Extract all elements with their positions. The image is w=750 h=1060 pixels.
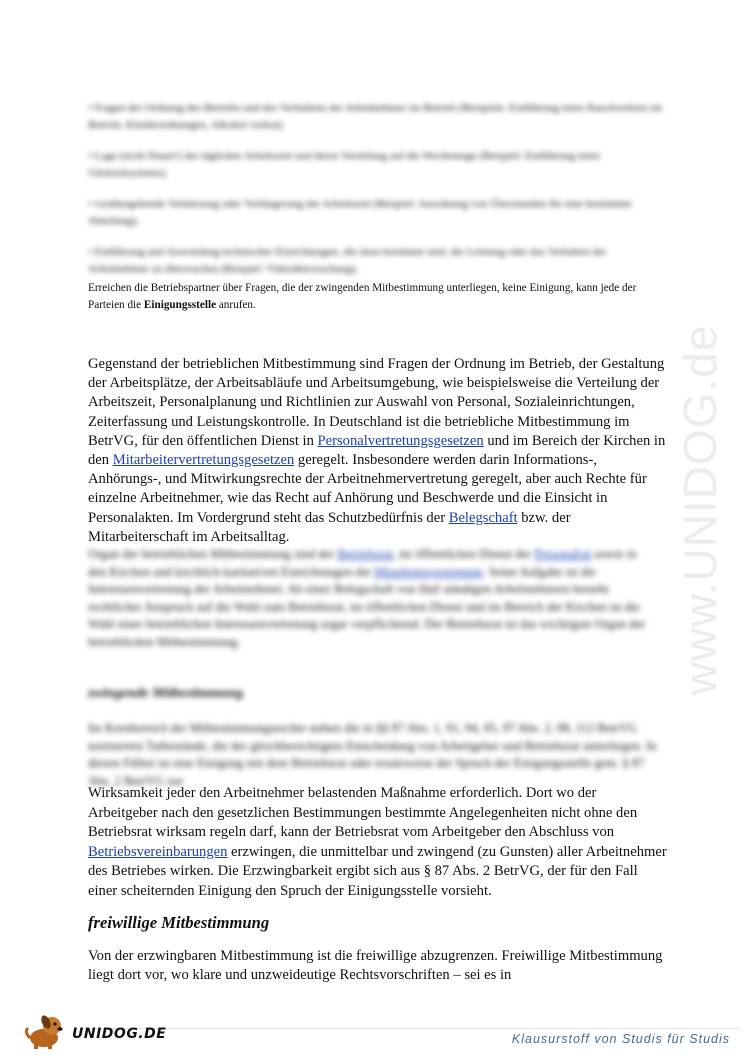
footer-divider bbox=[80, 1028, 740, 1029]
text-segment: erzwingen, die unmittelbar und zwingend (zu Gunsten) aller Arbeitnehmer des Betriebes wirken. Die Erzwingbarkeit ergibt sich aus § 87 Abs. 2 BetrVG, der für den Fall einer scheiternden Einigung den Spruch der Einigungsstelle vorsieht. bbox=[88, 843, 667, 899]
text-segment: . Seine Aufgabe ist die Interessenvertretung der Arbeitnehmer. Ab einer Belegschaft von fünf ständigen Arbeitnehmern besteht rechtlicher Anspruch auf die Wahl zum Betriebsrat, im öffentlichen Dienst und im Bereich der Kirchen ist die Wahl einer betrieblichen Interessenvertretung sogar verpflichtend. Der Betriebsrat ist das wichtigste Organ der betrieblichen Mitbestimmung. bbox=[88, 564, 646, 649]
unidog-logo[interactable] bbox=[22, 1010, 167, 1050]
bold-term: Einigungsstelle bbox=[143, 299, 217, 311]
kernbereich-paragraph-blurred: Im Kernbereich der Mitbestimmungsrechte stehen die in §§ 87 Abs. 1, 91, 94, 95, 97 Abs. 2, 98, 112 BetrVG normierten Tatbestände, die der gleichberechtigten Entscheidung von Arbeitgeber und Betriebsrat unterliegen. In diesen Fällen ist eine Einigung mit dem Betriebsrat oder ersatzweise der Spruch der Einigungsstelle gem. § 87 Abs. 2 BetrVG zur bbox=[88, 721, 657, 788]
watermark-text: www.UNIDOG.de bbox=[674, 324, 726, 696]
text-segment: Wirksamkeit jeder den Arbeitnehmer belastenden Maßnahme erforderlich. Dort wo der Arbeitgeber nach den gesetzlichen Bestimmungen bestimmte Angelegenheiten nicht ohne den Betriebsrat wirksam regeln darf, kann der Betriebsrat vom Arbeitgeber den Abschluss von bbox=[88, 785, 638, 840]
bullet-item: • Lage (nicht Dauer!) der täglichen Arbeitszeit und deren Verteilung auf die Wochentage (Beispiel: Einführung eines Gleitzeitsystems); bbox=[88, 150, 601, 179]
link-mitarbeitervertretungsgesetzen[interactable]: Mitarbeitervertretungsgesetzen bbox=[112, 452, 295, 469]
dog-icon bbox=[22, 1010, 70, 1050]
organ-paragraph-blurred bbox=[88, 546, 648, 652]
text-segment: Organ der betrieblichen Mitbestimmung sind der bbox=[88, 547, 338, 561]
text-segment: Gegenstand der betrieblichen Mitbestimmung sind Fragen der Ordnung im Betrieb, der Gestaltung der Arbeitsplätze, der Arbeitsabläufe und Arbeitsumgebung, wie beispielsweise die Verteilung der Arbeitszeit, Personalplanung und Richtlinien zur Auswahl von Personal, Sozialeinrichtungen, Zeiterfassung und Leistungskontrolle. In Deutschland ist die betriebliche Mitbestimmung im BetrVG, für den öffentlichen Dienst in bbox=[88, 356, 665, 449]
link-betriebsvereinbarungen[interactable]: Betriebsvereinbarungen bbox=[88, 843, 228, 860]
footer-slogan: Klausurstoff von Studis für Studis bbox=[511, 1032, 730, 1046]
link-mitarbeitervertretung[interactable]: Mitarbeitervertretung bbox=[374, 564, 483, 579]
freiwillige-paragraph: Von der erzwingbaren Mitbestimmung ist die freiwillige abzugrenzen. Freiwillige Mitbestimmung liegt dort vor, wo klare und unzweideutige Rechtsvorschriften – sei es in bbox=[88, 948, 663, 984]
text-segment: anrufen. bbox=[216, 299, 256, 311]
bullet-list-blurred bbox=[88, 100, 668, 292]
bullet-item: • vorübergehende Verkürzung oder Verlängerung der Arbeitszeit (Beispiel: Anordnung von Überstunden für eine bestimmte Abteilung); bbox=[88, 198, 632, 227]
zwingende-heading-blurred: zwingende Mitbestimmung bbox=[88, 686, 244, 701]
link-personalvertretungsgesetzen[interactable]: Personalvertretungsgesetzen bbox=[317, 432, 484, 449]
text-segment: Erreichen die Betriebspartner über Fragen, die der zwingenden Mitbestimmung unterliegen, keine Einigung, kann jede der Parteien die bbox=[88, 282, 637, 311]
text-segment: , im öffentlichen Dienst der bbox=[392, 547, 535, 561]
text-segment: und im Bereich der Kirchen in den bbox=[88, 432, 666, 469]
text-segment: bzw. der Mitarbeiterschaft im Arbeitsalltag. bbox=[88, 509, 571, 545]
logo-text: UNIDOG.DE bbox=[72, 1026, 167, 1042]
link-belegschaft[interactable]: Belegschaft bbox=[448, 509, 518, 526]
text-segment: geregelt. Insbesondere werden darin Informations-, Anhörungs-, und Mitwirkungsrechte der Arbeitnehmervertretung geregelt, aber auch Rechte für einzelne Arbeitnehmer, wie das Recht auf Anhörung und Beschwerde und die Einsicht in Personalakten. Im Vordergrund steht das Schutzbedürfnis der bbox=[88, 452, 647, 526]
main-paragraph bbox=[88, 355, 668, 547]
section-heading: freiwillige Mitbestimmung bbox=[88, 913, 270, 932]
einigungsstelle-paragraph bbox=[88, 280, 668, 314]
wirksamkeit-paragraph bbox=[88, 784, 668, 901]
bullet-item: • Fragen der Ordnung des Betriebs und des Verhaltens der Arbeitnehmer im Betrieb (Beispiele: Einführung eines Rauchverbots im Betrieb, Kleiderordnungen, Alkohol verbot); bbox=[88, 102, 662, 131]
bullet-item: • Einführung und Anwendung technischer Einrichtungen, die dazu bestimmt sind, die Leistung oder das Verhalten der Arbeitnehmer zu überwachen (Beispiel: Videoüberwachung). bbox=[88, 246, 607, 275]
link-personalrat[interactable]: Personalrat bbox=[534, 547, 592, 561]
link-betriebsrat[interactable]: Betriebsrat bbox=[337, 547, 393, 561]
text-segment: sowie in den Kirchen und kirchlich-karitativen Einrichtungen die bbox=[88, 547, 637, 579]
